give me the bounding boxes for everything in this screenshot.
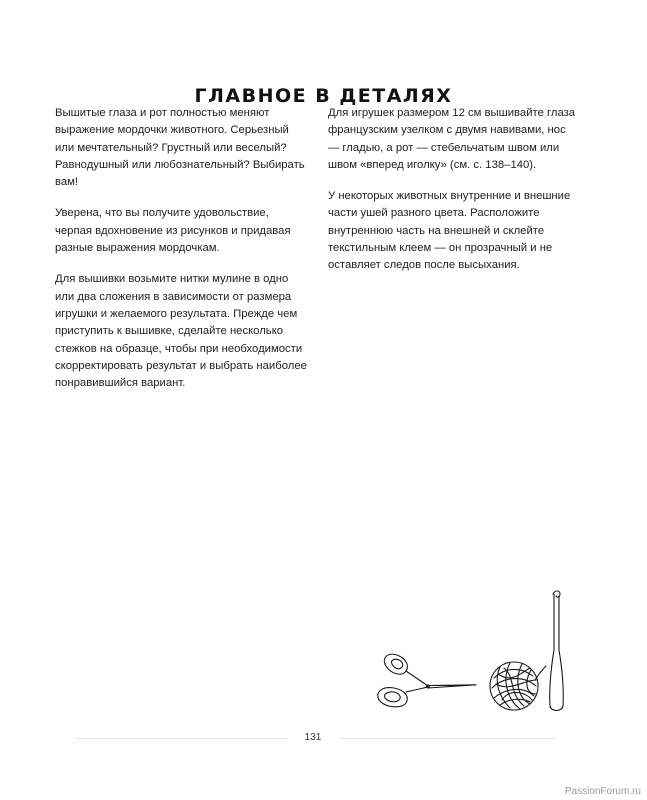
paragraph: У некоторых животных внутренние и внешние части ушей разного цвета. Расположите внутреннюю часть на внешней и склейте текстильным клеем — он прозрачный и не оставляет следов после высыхания. xyxy=(328,190,571,272)
paragraph: Для вышивки возьмите нитки мулине в одно или два сложения в зависимости от размера игрушки и желаемого результата. Прежде чем приступить к вышивке, сделайте несколько стежков на образце, чтобы при необходимости скорректировать результат и выбрать наиболее понравившийся вариант. xyxy=(55,273,307,390)
crochet-hook-icon xyxy=(550,591,564,711)
craft-illustrations xyxy=(370,588,580,728)
footer-rule-left xyxy=(75,738,287,739)
right-column xyxy=(328,105,580,289)
page-number: 131 xyxy=(304,732,322,743)
left-column xyxy=(55,105,307,406)
page-title: ГЛАВНОЕ В ДЕТАЛЯХ xyxy=(194,84,453,107)
yarn-ball-icon xyxy=(490,662,546,710)
paragraph: Для игрушек размером 12 см вышивайте глаза французским узелком с двумя навивами, нос — гладью, а рот — стебельчатым швом или швом «вперед иголку» (см. с. 138–140). xyxy=(328,107,576,171)
watermark: PassionForum.ru xyxy=(564,786,641,797)
footer-rule-right xyxy=(340,738,555,739)
paragraph: Вышитые глаза и рот полностью меняют выражение мордочки животного. Серьезный или мечтательный? Грустный или веселый? Равнодушный или любознательный? Выбирать вам! xyxy=(55,107,305,189)
paragraph: Уверена, что вы получите удовольствие, черпая вдохновение из рисунков и придавая разные выражения мордочкам. xyxy=(55,207,291,255)
scissors-icon xyxy=(378,654,476,707)
